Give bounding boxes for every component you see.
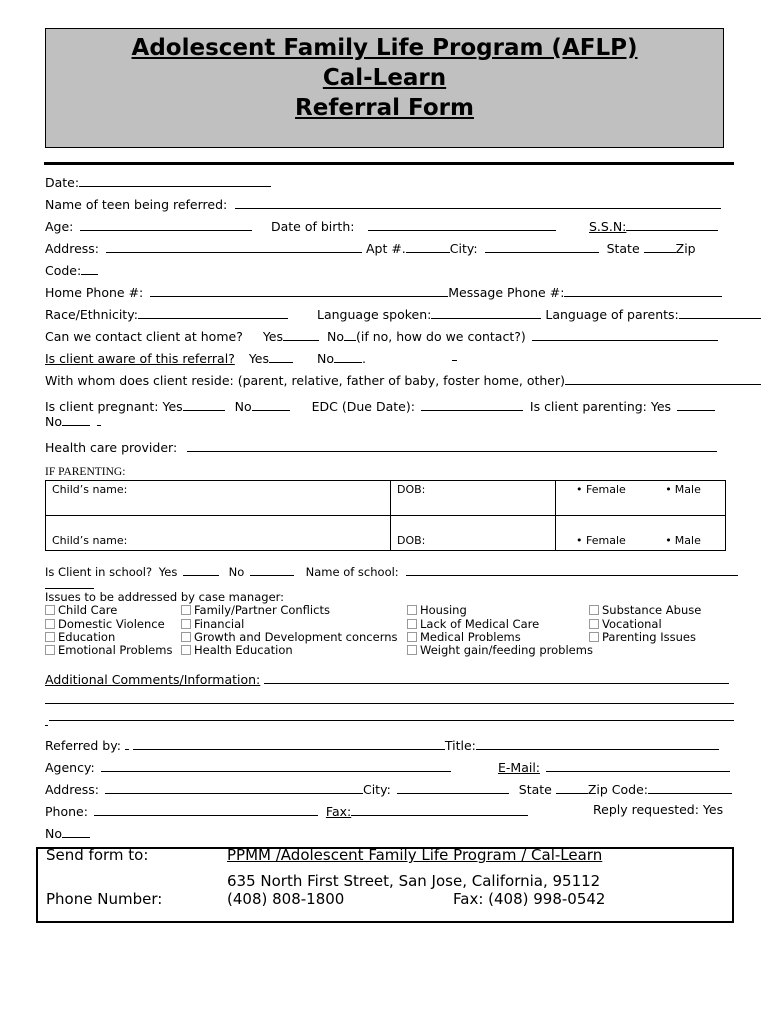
referrer-address-label: Address: [45,782,99,797]
comments-line-3[interactable] [49,720,734,721]
date-field[interactable] [79,173,271,187]
reside-field[interactable] [565,371,761,385]
title-label: Title: [444,738,476,753]
issue-parenting[interactable] [589,630,696,644]
issue-label: Weight gain/feeding problems [420,643,593,657]
contact-row [45,327,718,344]
dob-field[interactable] [368,217,556,231]
email-label: E-Mail: [498,760,541,775]
comments-field[interactable] [264,670,729,684]
apt-label: Apt #. [365,241,406,256]
home-phone-label: Home Phone #: [45,285,144,300]
school-name-field-cont[interactable] [45,576,94,589]
issue-growth-development[interactable] [181,630,398,644]
address-field[interactable] [106,239,362,253]
address-label: Address: [45,241,99,256]
parenting-label: Is client parenting: Yes [529,399,672,414]
address-row [45,239,696,256]
issue-label: Health Education [194,643,293,657]
female-option[interactable]: • Female [576,483,626,496]
child-dob-label: DOB: [397,483,426,496]
phone-number: (408) 808-1800 [227,890,345,908]
checkbox[interactable] [45,645,55,655]
contact-home-label: Can we contact client at home? [45,329,243,344]
form-type: Referral Form [295,95,474,121]
checkbox[interactable] [407,619,417,629]
language-parents-label: Language of parents: [545,307,679,322]
school-row [45,562,738,579]
parenting-yes-field[interactable] [677,397,715,411]
state-field[interactable] [644,239,676,253]
language-spoken-field[interactable] [431,305,541,319]
child-dob-cell[interactable] [391,481,556,516]
message-phone-field[interactable] [564,283,722,297]
if-parenting-heading: IF PARENTING: [45,466,126,478]
referrer-state-field[interactable] [556,780,588,794]
send-label: Send form to: [46,846,149,864]
contact-yes-field[interactable] [283,327,319,341]
issue-label: Housing [420,603,467,617]
email-field[interactable] [546,758,730,772]
edc-label: EDC (Due Date): [311,399,415,414]
issue-health-education[interactable] [181,643,293,657]
issue-emotional-problems[interactable] [45,643,172,657]
referrer-fax-label: Fax: [325,804,352,819]
language-spoken-label: Language spoken: [317,307,432,322]
contact-how-label: (if no, how do we contact?) [356,329,526,344]
dob-label: Date of birth: [271,219,355,234]
form-title: Adolescent Family Life Program (AFLP) [131,35,638,61]
issues-heading: Issues to be addressed by case manager: [45,590,285,604]
reside-label: With whom does client reside: (parent, relative, father of baby, foster home, other) [45,373,566,388]
checkbox[interactable] [181,632,191,642]
issue-education[interactable] [45,630,115,644]
child-name-label: Child’s name: [52,483,128,496]
contact-yes-label: Yes [262,329,284,344]
issue-label: Vocational [602,617,662,631]
male-label: Male [674,534,701,547]
checkbox[interactable] [407,632,417,642]
child-gender-cell [556,516,726,551]
checkbox[interactable] [45,619,55,629]
issue-medical-problems[interactable] [407,630,521,644]
checkbox[interactable] [589,619,599,629]
pregnant-label: Is client pregnant: Yes [45,399,183,414]
apt-field[interactable] [406,239,450,253]
child-name-cell[interactable] [46,516,391,551]
checkbox[interactable] [407,605,417,615]
home-phone-field[interactable] [150,283,448,297]
phone-row [45,283,722,300]
fax-number: Fax: (408) 998-0542 [453,890,606,908]
teen-name-field[interactable] [235,195,721,209]
pregnant-row [45,397,715,414]
referrer-address-field[interactable] [105,780,363,794]
aware-no-field[interactable] [334,349,362,363]
agency-row [45,758,451,775]
reply-no-field[interactable] [62,824,90,838]
aware-yes-field[interactable] [269,349,293,363]
issue-label: Parenting Issues [602,630,696,644]
parenting-no-label: No [45,414,62,429]
aware-yes-label: Yes [248,351,269,366]
aware-row [45,349,366,366]
issue-domestic-violence[interactable] [45,617,165,631]
issue-label: Child Care [58,603,118,617]
issue-housing[interactable] [407,603,467,617]
dob-group [271,217,556,234]
age-row [45,217,252,234]
race-row [45,305,288,322]
zip-code-field[interactable] [81,261,98,275]
checkbox[interactable] [45,632,55,642]
aware-period: . [361,351,366,366]
date-label: Date: [45,175,80,190]
ssn-group [589,217,718,234]
issue-vocational[interactable] [589,617,662,631]
agency-field[interactable] [101,758,451,772]
issue-label: Lack of Medical Care [420,617,540,631]
age-label: Age: [45,219,74,234]
issue-lack-medical-care[interactable] [407,617,539,631]
referrer-city-label: City: [362,782,391,797]
referrer-phone-label: Phone: [45,804,88,819]
referrer-state-label: State [518,782,552,797]
issue-substance-abuse[interactable] [589,603,701,617]
health-provider-row [45,438,717,455]
header-divider [44,162,734,165]
health-provider-label: Health care provider: [45,440,178,455]
title-field[interactable] [476,736,719,750]
teen-name-label: Name of teen being referred: [45,197,228,212]
pregnant-yes-field[interactable] [183,397,225,411]
referred-by-field[interactable] [133,736,445,750]
issue-family-conflicts[interactable] [181,603,330,617]
stray-mark [452,350,457,361]
child-row [46,481,726,516]
school-no-field[interactable] [250,562,294,576]
health-provider-field[interactable] [187,438,717,452]
children-table [45,480,726,551]
reply-no-label: No [45,826,62,841]
male-option[interactable]: • Male [665,483,701,496]
language-group [317,305,761,322]
comments-row [45,670,729,687]
teen-name-row [45,195,721,212]
aware-label: Is client aware of this referral? [45,351,235,366]
male-label: Male [674,483,701,496]
zip-code-label: Code: [45,263,82,278]
issue-label: Substance Abuse [602,603,702,617]
email-group [498,758,730,775]
date-row [45,173,271,190]
checkbox[interactable] [407,645,417,655]
reply-requested: Reply requested: Yes [593,802,724,817]
form-subtitle: Cal-Learn [322,65,447,91]
referrer-phone-row [45,802,528,819]
referred-by-row [45,736,719,753]
checkbox[interactable] [589,605,599,615]
school-no-label: No [228,565,245,579]
school-yes-label: Yes [158,565,178,579]
phone-number-label: Phone Number: [46,890,163,908]
issue-child-care[interactable] [45,603,117,617]
city-label: City: [449,241,478,256]
ssn-field[interactable] [626,217,718,231]
edc-field[interactable] [421,397,523,411]
female-label: Female [586,534,626,547]
referrer-zip-label: Zip Code: [587,782,648,797]
issue-label: Medical Problems [420,630,521,644]
pregnant-no-field[interactable] [252,397,290,411]
referrer-phone-field[interactable] [94,802,318,816]
stray-mark-4 [125,736,129,750]
ssn-label: S.S.N: [589,219,627,234]
child-gender-cell [556,481,726,516]
send-address: 635 North First Street, San Jose, California, 95112 [227,872,601,890]
male-option[interactable]: • Male [665,534,701,547]
issue-label: Domestic Violence [58,617,165,631]
issue-label: Education [58,630,116,644]
female-option[interactable]: • Female [576,534,626,547]
issue-label: Family/Partner Conflicts [194,603,330,617]
pregnant-no-label: No [234,399,252,414]
referrer-address-row [45,780,732,797]
issue-financial[interactable] [181,617,244,631]
referred-by-label: Referred by: [45,738,121,753]
checkbox[interactable] [589,632,599,642]
issue-label: Financial [194,617,245,631]
message-phone-label: Message Phone #: [448,285,565,300]
referrer-fax-field[interactable] [351,802,528,816]
issue-label: Emotional Problems [58,643,173,657]
contact-how-field[interactable] [532,327,718,341]
checkbox[interactable] [181,605,191,615]
language-parents-field[interactable] [679,305,761,319]
female-label: Female [586,483,626,496]
send-org: PPMM /Adolescent Family Life Program / Cal-Learn [227,846,603,864]
aware-no-label: No [316,351,334,366]
reside-row [45,371,761,388]
parenting-no-row [45,412,101,429]
parenting-no-field[interactable] [62,412,90,426]
referrer-zip-field[interactable] [648,780,732,794]
school-yes-field[interactable] [183,562,219,576]
comments-label: Additional Comments/Information: [45,672,261,687]
city-field[interactable] [485,239,599,253]
stray-mark-3 [45,725,48,726]
form-header [45,28,724,148]
school-name-label: Name of school: [305,565,399,579]
in-school-label: Is Client in school? [45,565,153,579]
contact-no-field[interactable] [344,327,356,341]
referrer-city-field[interactable] [397,780,509,794]
race-field[interactable] [138,305,288,319]
race-label: Race/Ethnicity: [45,307,138,322]
child-name-cell[interactable] [46,481,391,516]
stray-mark-2 [97,412,101,426]
comments-line-2[interactable] [45,703,734,704]
zip-label: Zip [675,241,696,256]
contact-no-label: No [327,329,344,344]
age-field[interactable] [80,217,252,231]
child-row [46,516,726,551]
issue-weight-gain[interactable] [407,643,593,657]
child-name-label: Child’s name: [52,534,128,547]
zip-code-row [45,261,98,278]
agency-label: Agency: [45,760,95,775]
school-name-field[interactable] [406,562,738,576]
checkbox[interactable] [45,605,55,615]
checkbox[interactable] [181,645,191,655]
checkbox[interactable] [181,619,191,629]
child-dob-cell[interactable] [391,516,556,551]
child-dob-label: DOB: [397,534,426,547]
issue-label: Growth and Development concerns [194,630,398,644]
state-label: State [606,241,640,256]
reply-no-row [45,824,90,841]
